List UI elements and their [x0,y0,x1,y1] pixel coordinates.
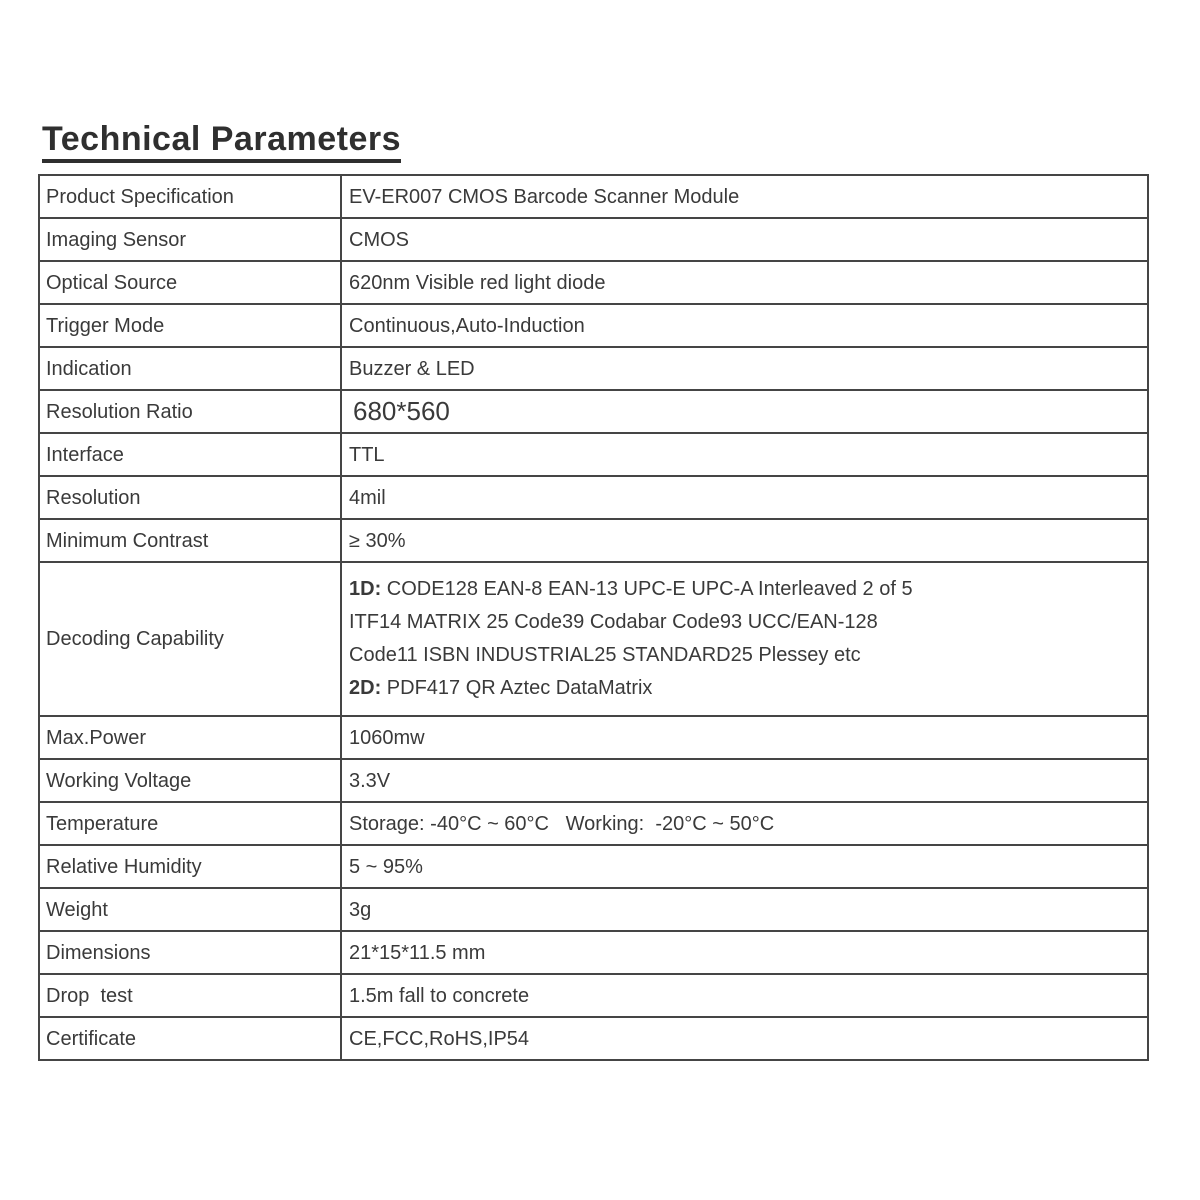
spec-value-line: 2D: PDF417 QR Aztec DataMatrix [349,677,653,700]
spec-label: Resolution [40,477,342,518]
spec-value: CMOS [349,228,409,251]
spec-value [342,563,1147,715]
table-row [40,975,1147,1018]
table-row [40,803,1147,846]
spec-table [38,174,1149,1061]
spec-label: Resolution Ratio [40,391,342,432]
spec-value-line: Code11 ISBN INDUSTRIAL25 STANDARD25 Plessey etc [349,644,861,667]
spec-value: 4mil [349,486,386,509]
spec-label: Working Voltage [40,760,342,801]
spec-value: 21*15*11.5 mm [349,941,486,964]
spec-label: Interface [40,434,342,475]
table-row [40,846,1147,889]
table-row [40,477,1147,520]
table-row [40,434,1147,477]
spec-value: Continuous,Auto-Induction [349,314,585,337]
spec-value: 5 ~ 95% [349,855,423,878]
spec-value: 1060mw [349,726,425,749]
spec-value-line: 1D: CODE128 EAN-8 EAN-13 UPC-E UPC-A Interleaved 2 of 5 [349,578,913,601]
spec-label: Dimensions [40,932,342,973]
table-row [40,889,1147,932]
spec-label: Temperature [40,803,342,844]
table-row [40,305,1147,348]
spec-table-body [40,176,1147,1059]
spec-value: Buzzer & LED [349,357,475,380]
table-row [40,262,1147,305]
spec-value: 3g [349,898,372,921]
table-row [40,348,1147,391]
table-row [40,219,1147,262]
spec-label: Drop test [40,975,342,1016]
spec-value: 620nm Visible red light diode [349,271,606,294]
table-row [40,520,1147,563]
spec-value: CE,FCC,RoHS,IP54 [349,1027,530,1050]
spec-value: ≥ 30% [349,529,406,552]
spec-value: 1.5m fall to concrete [349,984,530,1007]
spec-label: Trigger Mode [40,305,342,346]
table-row [40,563,1147,717]
page-title: Technical Parameters [42,121,401,163]
spec-value: 680*560 [353,395,450,426]
spec-label: Product Specification [40,176,342,217]
spec-value: 3.3V [349,769,391,792]
spec-label: Indication [40,348,342,389]
spec-value: EV-ER007 CMOS Barcode Scanner Module [349,185,740,208]
table-row [40,717,1147,760]
spec-label: Max.Power [40,717,342,758]
spec-label: Decoding Capability [40,563,342,715]
table-row [40,1018,1147,1059]
spec-value: TTL [349,443,385,466]
table-row [40,391,1147,434]
spec-label: Minimum Contrast [40,520,342,561]
spec-label: Weight [40,889,342,930]
spec-value: Storage: -40°C ~ 60°C Working: -20°C ~ 50°C [349,812,775,835]
spec-label: Certificate [40,1018,342,1059]
table-row [40,760,1147,803]
table-row [40,932,1147,975]
spec-label: Relative Humidity [40,846,342,887]
table-row [40,176,1147,219]
spec-label: Optical Source [40,262,342,303]
spec-value-line: ITF14 MATRIX 25 Code39 Codabar Code93 UCC/EAN-128 [349,611,878,634]
spec-label: Imaging Sensor [40,219,342,260]
